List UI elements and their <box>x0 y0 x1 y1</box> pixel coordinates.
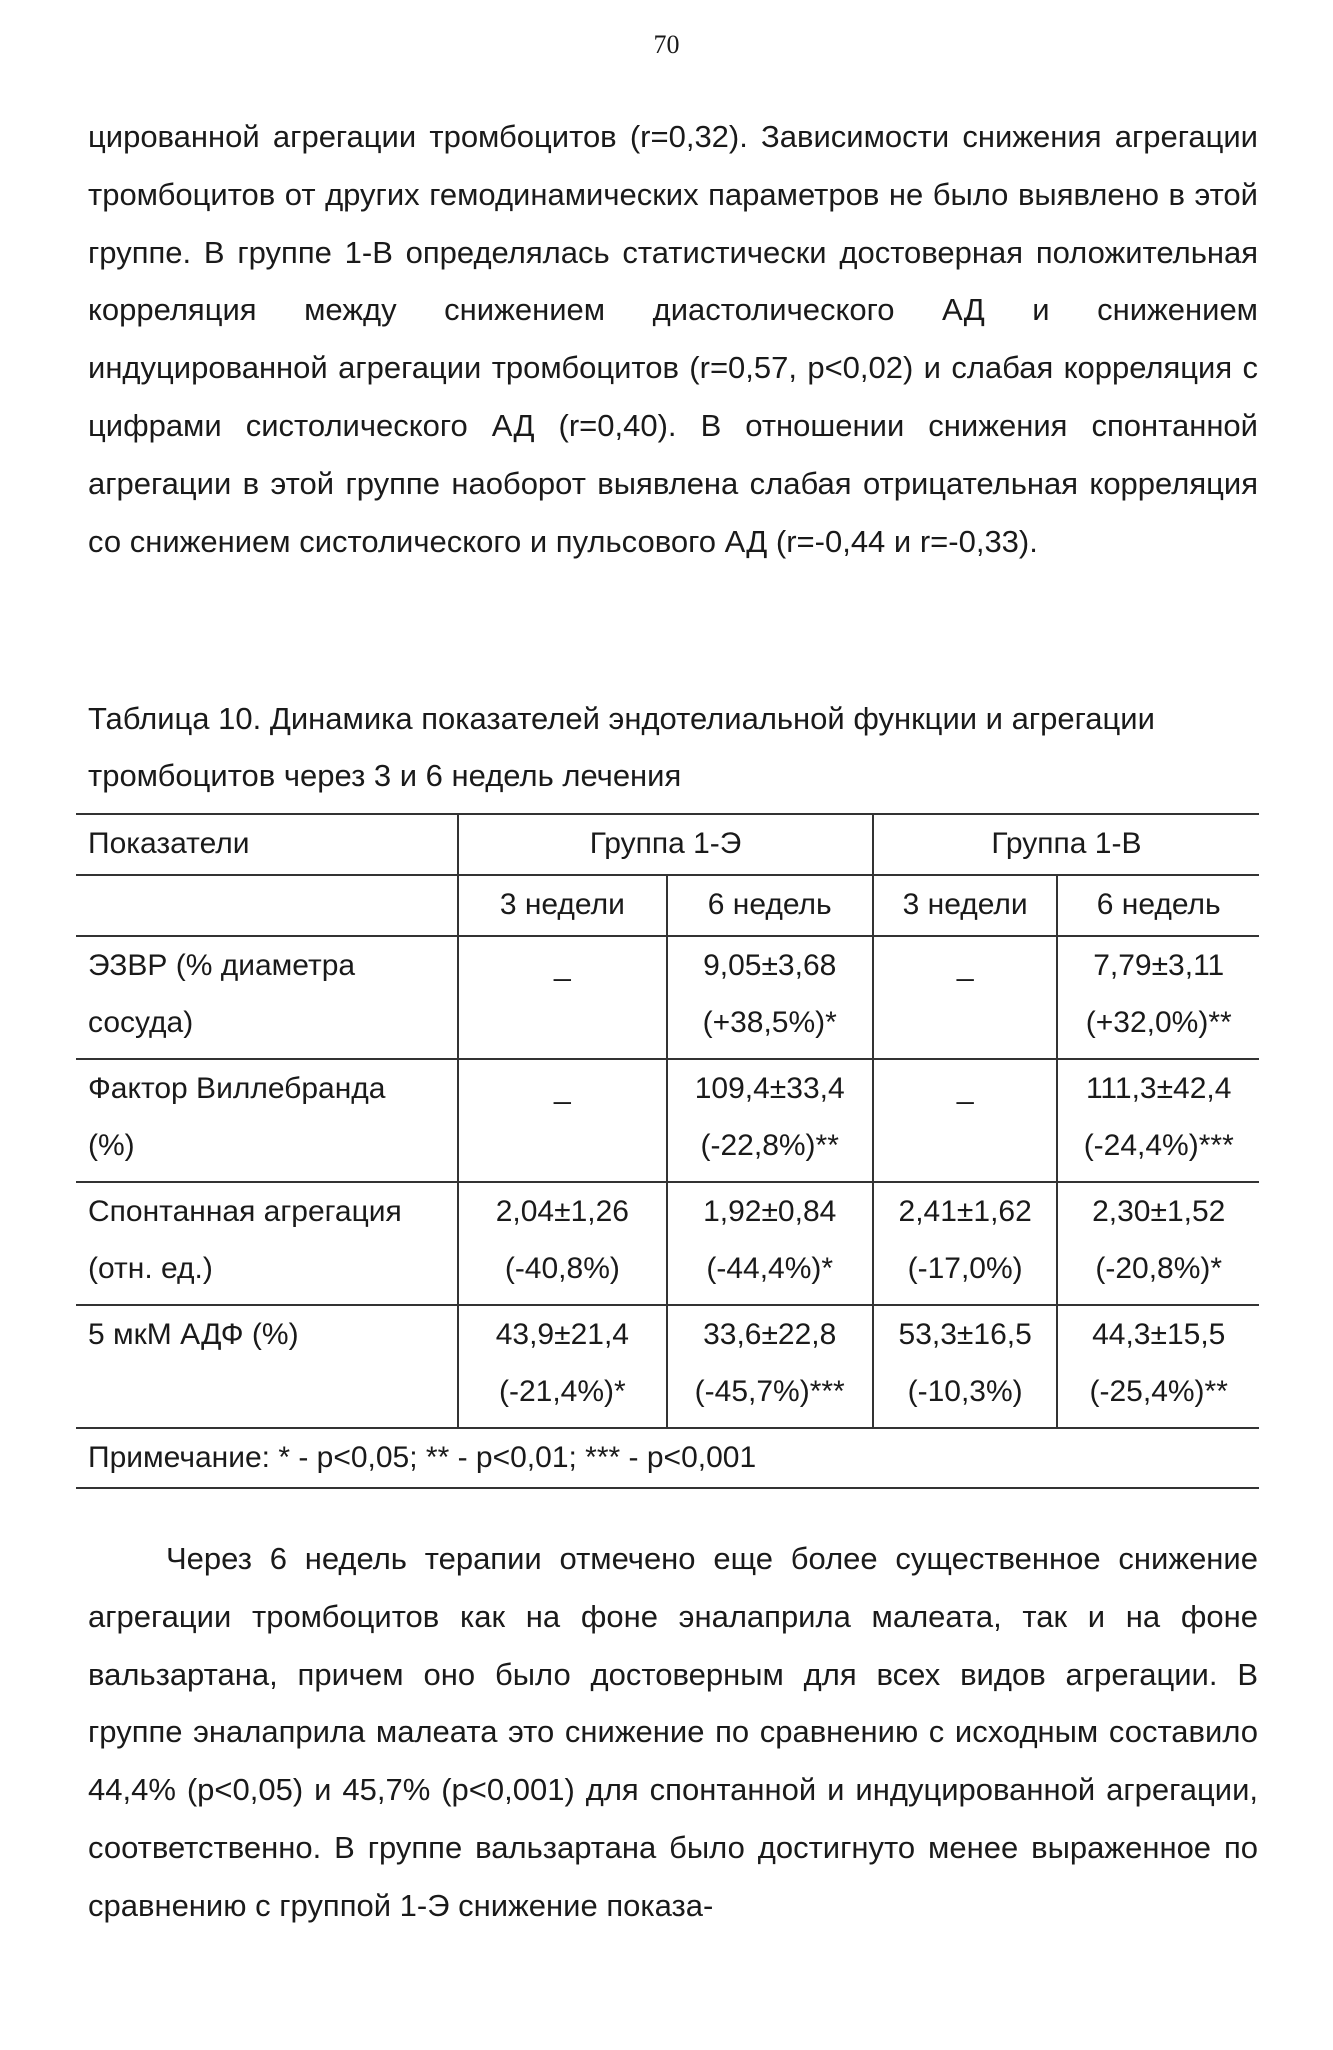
table-row <box>76 1182 1259 1305</box>
cell-1v-3w: 2,41±1,62 (-17,0%) <box>873 1182 1058 1305</box>
table-row <box>76 1059 1259 1182</box>
header-1v-3w: 3 недели <box>873 875 1058 936</box>
table-row <box>76 936 1259 1059</box>
cell-1e-3w: 43,9±21,4 (-21,4%)* <box>458 1305 666 1428</box>
cell-1v-3w: 53,3±16,5 (-10,3%) <box>873 1305 1058 1428</box>
row-label: Спонтанная агрегация (отн. ед.) <box>76 1182 458 1305</box>
header-1e-3w: 3 недели <box>458 875 666 936</box>
results-table <box>76 813 1259 1489</box>
table-note-row <box>76 1428 1259 1488</box>
table-header-row-groups <box>76 814 1259 875</box>
cell-1v-6w: 111,3±42,4 (-24,4%)*** <box>1057 1059 1259 1182</box>
cell-1v-3w: _ <box>873 936 1058 1059</box>
cell-1v-6w: 7,79±3,11 (+32,0%)** <box>1057 936 1259 1059</box>
header-1v-6w: 6 недель <box>1057 875 1259 936</box>
table-caption: Таблица 10. Динамика показателей эндотелиальной функции и агрегации тромбоцитов через 3 и 6 недель лечения <box>88 701 1155 793</box>
table-footnote: Примечание: * - p<0,05; ** - p<0,01; *** - p<0,001 <box>76 1428 1259 1488</box>
header-indicator: Показатели <box>76 814 458 875</box>
page-number: 70 <box>653 30 680 59</box>
cell-1e-6w: 33,6±22,8 (-45,7%)*** <box>667 1305 873 1428</box>
header-group-1v: Группа 1-В <box>873 814 1259 875</box>
body-paragraph-bottom: Через 6 недель терапии отмечено еще более существенное снижение агрегации тромбоцитов как на фоне эналаприла малеата, так и на фоне вальзартана, причем оно было достоверным для всех видов агрегации. В группе эналаприла малеата это снижение по сравнению с исходным составило 44,4% (p<0,05) и 45,7% (p<0,001) для спонтанной и индуцированной агрегации, соответственно. В группе вальзартана было достигнуто менее выраженное по сравнению с группой 1-Э снижение показа- <box>88 1541 1258 1923</box>
cell-1e-6w: 109,4±33,4 (-22,8%)** <box>667 1059 873 1182</box>
header-group-1e: Группа 1-Э <box>458 814 873 875</box>
table-row <box>76 1305 1259 1428</box>
cell-1e-3w: _ <box>458 936 666 1059</box>
cell-1e-6w: 9,05±3,68 (+38,5%)* <box>667 936 873 1059</box>
cell-1e-3w: 2,04±1,26 (-40,8%) <box>458 1182 666 1305</box>
cell-1e-6w: 1,92±0,84 (-44,4%)* <box>667 1182 873 1305</box>
cell-1v-6w: 44,3±15,5 (-25,4%)** <box>1057 1305 1259 1428</box>
cell-1e-3w: _ <box>458 1059 666 1182</box>
header-1e-6w: 6 недель <box>667 875 873 936</box>
row-label: Фактор Виллебранда (%) <box>76 1059 458 1182</box>
table-header-row-weeks <box>76 875 1259 936</box>
row-label: ЭЗВР (% диаметра сосуда) <box>76 936 458 1059</box>
cell-1v-3w: _ <box>873 1059 1058 1182</box>
cell-1v-6w: 2,30±1,52 (-20,8%)* <box>1057 1182 1259 1305</box>
row-label: 5 мкМ АДФ (%) <box>76 1305 458 1428</box>
header-empty-cell <box>76 875 458 936</box>
body-paragraph-top: цированной агрегации тромбоцитов (r=0,32). Зависимости снижения агрегации тромбоцитов от других гемодинамических параметров не было выявлено в этой группе. В группе 1-В определялась статистически достоверная положительная корреляция между снижением диастолического АД и снижением индуцированной агрегации тромбоцитов (r=0,57, p<0,02) и слабая корреляция с цифрами систолического АД (r=0,40). В отношении снижения спонтанной агрегации в этой группе наоборот выявлена слабая отрицательная корреляция со снижением систолического и пульсового АД (r=-0,44 и r=-0,33). <box>88 119 1258 559</box>
